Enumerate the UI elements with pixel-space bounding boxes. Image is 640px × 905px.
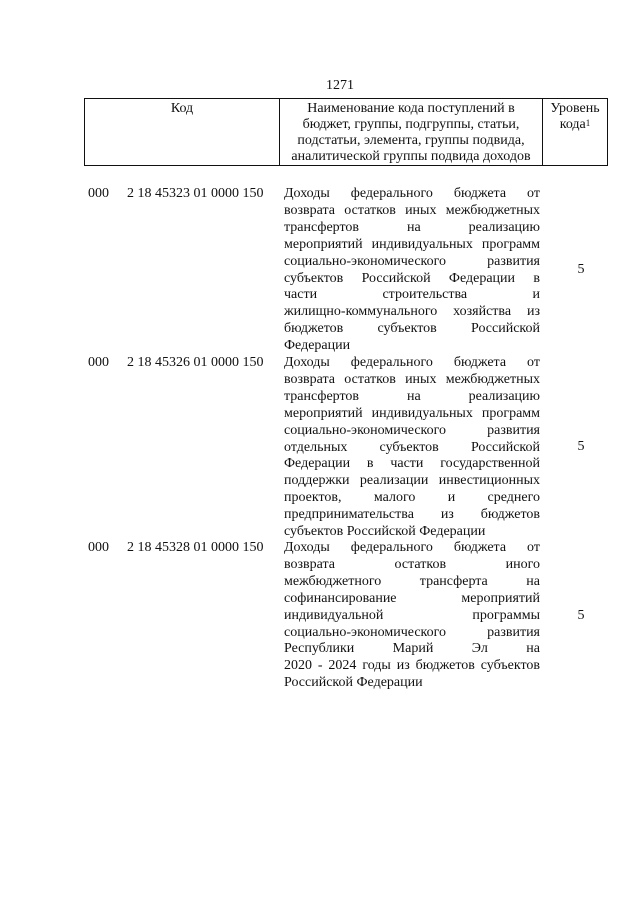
admin-code: 000 [88, 186, 109, 201]
revenue-name: Доходы федерального бюджета от возврата остатков иных межбюджетных трансфертов на реализацию мероприятий индивидуальных программ социально-экономического развития отдельных субъектов Российской Федерации в части государственной поддержки реализации инвестиционных проектов, малого и среднего предпринимательства из бюджетов субъектов Российской Федерации [284, 355, 540, 540]
header-level-column [543, 99, 607, 165]
code-level: 5 [577, 608, 585, 623]
header-name-line: подстатьи, элемента, группы подвида, [297, 133, 525, 148]
code-level: 5 [577, 439, 585, 454]
admin-code: 000 [88, 540, 109, 555]
revenue-code: 2 18 45328 01 0000 150 [127, 540, 264, 555]
header-code-column: Код [85, 99, 280, 165]
code-level: 5 [577, 262, 585, 277]
header-name-line: Наименование кода поступлений в [307, 101, 515, 116]
revenue-name: Доходы федерального бюджета от возврата остатков иного межбюджетного трансферта на софинансирование мероприятий индивидуальной программы социально-экономического развития Республики Марий Эл на 2020 - 2024 годы из бюджетов субъектов Российской Федерации [284, 540, 540, 691]
header-level-line: Уровень [550, 101, 600, 116]
admin-code: 000 [88, 355, 109, 370]
header-level-line: кода$^1$ [559, 117, 591, 132]
table-header [84, 98, 608, 166]
revenue-name: Доходы федерального бюджета от возврата остатков иных межбюджетных трансфертов на реализацию мероприятий индивидуальных программ социально-экономического развития субъектов Российской Федерации в части строительства и жилищно-коммунального хозяйства из бюджетов субъектов Российской Федерации [284, 186, 540, 354]
revenue-code: 2 18 45326 01 0000 150 [127, 355, 264, 370]
footnote-marker: 1 [585, 118, 591, 128]
header-name-line: бюджет, группы, подгруппы, статьи, [302, 117, 520, 132]
header-name-line: аналитической группы подвида доходов [291, 149, 531, 164]
page-number: 1271 [326, 78, 354, 93]
revenue-code: 2 18 45323 01 0000 150 [127, 186, 264, 201]
header-name-column [280, 99, 543, 165]
